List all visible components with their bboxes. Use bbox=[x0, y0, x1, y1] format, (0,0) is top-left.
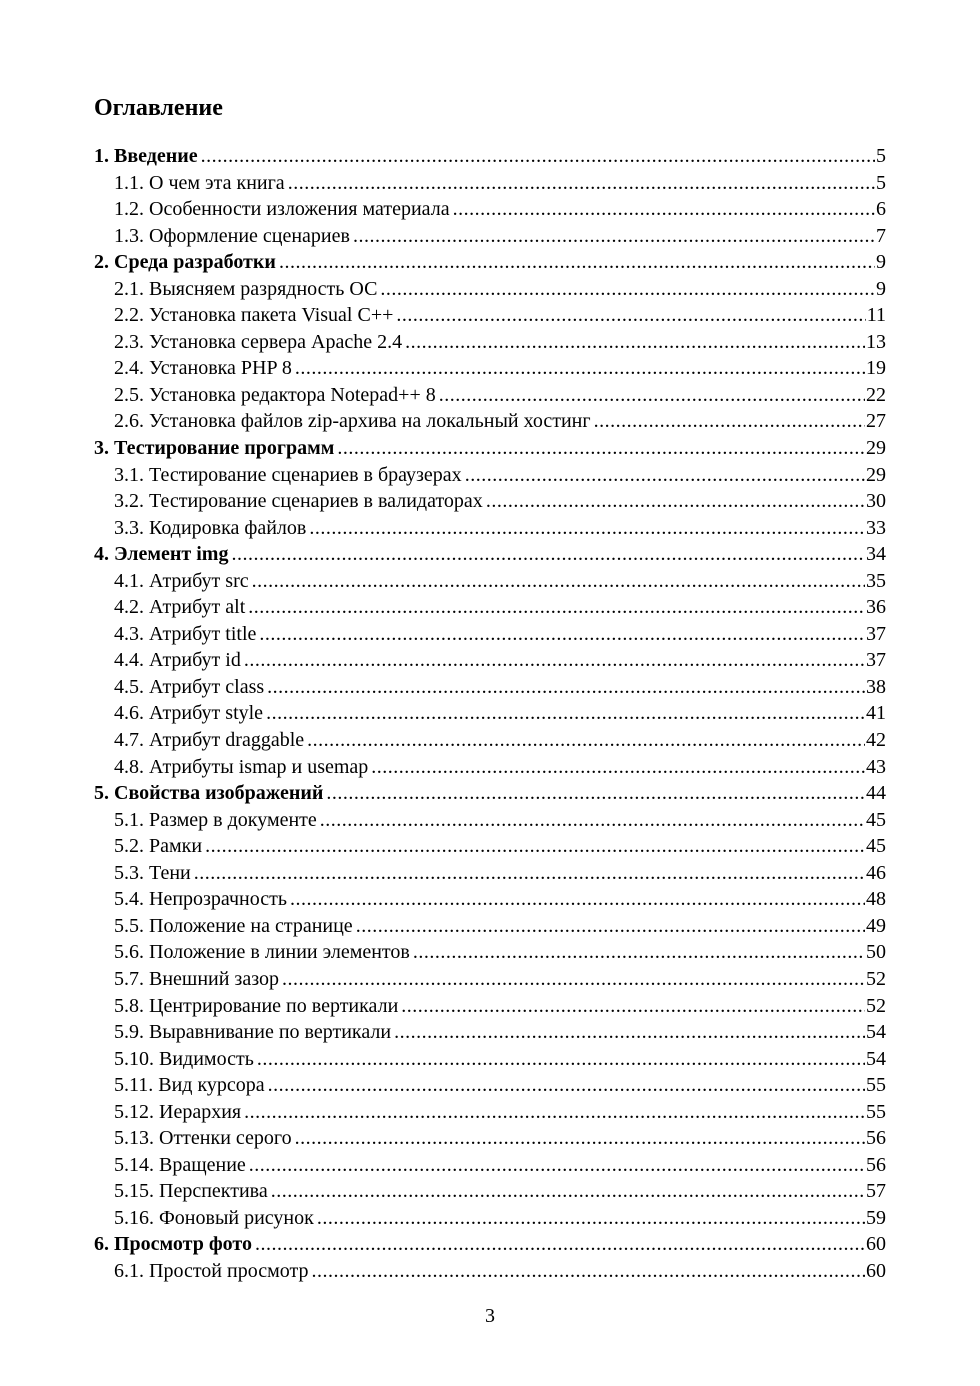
dot-leader bbox=[295, 1125, 865, 1152]
toc-section-entry[interactable] bbox=[94, 993, 886, 1020]
toc-section-entry[interactable] bbox=[94, 1046, 886, 1073]
toc-section-entry[interactable] bbox=[94, 939, 886, 966]
toc-entry-title: 4.2. Атрибут alt bbox=[114, 596, 246, 619]
toc-entry-title: 3. Тестирование программ bbox=[94, 437, 335, 460]
toc-section-entry[interactable] bbox=[94, 1072, 886, 1099]
toc-entry-title: 4.6. Атрибут style bbox=[114, 702, 264, 725]
dot-leader bbox=[311, 1258, 865, 1285]
toc-entry-page: 38 bbox=[866, 675, 886, 698]
toc-entry-title: 5.5. Положение на странице bbox=[114, 914, 353, 937]
toc-entry-page: 35 bbox=[866, 569, 886, 592]
toc-entry-title: 6.1. Простой просмотр bbox=[114, 1259, 309, 1282]
toc-entry-page: 29 bbox=[866, 437, 886, 460]
toc-entry-page: 46 bbox=[866, 861, 886, 884]
toc-entry-page: 56 bbox=[866, 1153, 886, 1176]
toc-entry-title: 2.1. Выясняем разрядность ОС bbox=[114, 277, 378, 300]
toc-section-entry[interactable] bbox=[94, 860, 886, 887]
toc-entry-page: 54 bbox=[866, 1047, 886, 1070]
dot-leader bbox=[249, 1152, 865, 1179]
toc-entry-title: 5.16. Фоновый рисунок bbox=[114, 1206, 314, 1229]
toc-chapter-entry[interactable] bbox=[94, 435, 886, 462]
dot-leader bbox=[205, 833, 865, 860]
toc-entry-page: 56 bbox=[866, 1127, 886, 1150]
toc-entry-title: 5.13. Оттенки серого bbox=[114, 1127, 292, 1150]
toc-entry-title: 3.2. Тестирование сценариев в валидаторах bbox=[114, 490, 483, 513]
toc-entry-page: 7 bbox=[876, 224, 886, 247]
toc-chapter-entry[interactable] bbox=[94, 541, 886, 568]
toc-section-entry[interactable] bbox=[94, 594, 886, 621]
toc-section-entry[interactable] bbox=[94, 913, 886, 940]
toc-entry-title: 3.1. Тестирование сценариев в браузерах bbox=[114, 463, 462, 486]
toc-entry-title: 2.6. Установка файлов zip-архива на локальный хостинг bbox=[114, 410, 591, 433]
dot-leader bbox=[486, 488, 865, 515]
toc-entry-page: 55 bbox=[866, 1074, 886, 1097]
toc-entry-page: 33 bbox=[866, 516, 886, 539]
toc-section-entry[interactable] bbox=[94, 1019, 886, 1046]
dot-leader bbox=[244, 1099, 865, 1126]
toc-entry-page: 30 bbox=[866, 490, 886, 513]
dot-leader bbox=[244, 647, 865, 674]
toc-entry-title: 1.2. Особенности изложения материала bbox=[114, 198, 450, 221]
toc-section-entry[interactable] bbox=[94, 700, 886, 727]
dot-leader bbox=[356, 913, 865, 940]
toc-entry-title: 4.1. Атрибут src bbox=[114, 569, 249, 592]
dot-leader bbox=[266, 700, 865, 727]
toc-entry-title: 6. Просмотр фото bbox=[94, 1233, 252, 1256]
dot-leader bbox=[268, 1072, 865, 1099]
toc-chapter-entry[interactable] bbox=[94, 143, 886, 170]
dot-leader bbox=[394, 1019, 865, 1046]
toc-entry-title: 3.3. Кодировка файлов bbox=[114, 516, 307, 539]
toc-section-entry[interactable] bbox=[94, 727, 886, 754]
toc-entry-title: 5.1. Размер в документе bbox=[114, 808, 317, 831]
dot-leader bbox=[405, 329, 865, 356]
toc-entry-title: 5.15. Перспектива bbox=[114, 1180, 268, 1203]
dot-leader bbox=[295, 355, 865, 382]
toc-entry-page: 11 bbox=[866, 304, 886, 327]
toc-entry-page: 45 bbox=[866, 808, 886, 831]
toc-section-entry[interactable] bbox=[94, 170, 886, 197]
toc-entry-title: 4.4. Атрибут id bbox=[114, 649, 241, 672]
toc-entry-page: 37 bbox=[866, 649, 886, 672]
toc-entry-page: 59 bbox=[866, 1206, 886, 1229]
toc-entry-title: 2. Среда разработки bbox=[94, 251, 276, 274]
toc-section-entry[interactable] bbox=[94, 488, 886, 515]
dot-leader bbox=[453, 196, 875, 223]
toc-entry-page: 60 bbox=[866, 1259, 886, 1282]
toc-section-entry[interactable] bbox=[94, 408, 886, 435]
toc-entry-title: 4.5. Атрибут class bbox=[114, 675, 265, 698]
toc-entry-page: 5 bbox=[876, 145, 886, 167]
dot-leader bbox=[371, 754, 865, 781]
dot-leader bbox=[439, 382, 865, 409]
toc-section-entry[interactable] bbox=[94, 966, 886, 993]
toc-section-entry[interactable] bbox=[94, 196, 886, 223]
dot-leader bbox=[413, 939, 865, 966]
toc-chapter-entry[interactable] bbox=[94, 780, 886, 807]
toc-entry-page: 13 bbox=[866, 330, 886, 353]
toc-entry-title: 2.2. Установка пакета Visual C++ bbox=[114, 304, 394, 327]
toc-entry-page: 27 bbox=[866, 410, 886, 433]
toc-entry-page: 57 bbox=[866, 1180, 886, 1203]
dot-leader bbox=[279, 249, 875, 276]
toc-entry-title: 4.3. Атрибут title bbox=[114, 622, 257, 645]
toc-section-entry[interactable] bbox=[94, 674, 886, 701]
dot-leader bbox=[307, 727, 865, 754]
toc-entry-title: 2.4. Установка PHP 8 bbox=[114, 357, 292, 380]
toc-section-entry[interactable] bbox=[94, 1205, 886, 1232]
toc-entry-title: 5.8. Центрирование по вертикали bbox=[114, 994, 399, 1017]
dot-leader bbox=[401, 993, 865, 1020]
dot-leader bbox=[257, 1046, 865, 1073]
toc-section-entry[interactable] bbox=[94, 329, 886, 356]
dot-leader bbox=[271, 1178, 865, 1205]
toc-section-entry[interactable] bbox=[94, 1099, 886, 1126]
dot-leader bbox=[282, 966, 865, 993]
toc-entry-page: 9 bbox=[876, 251, 886, 274]
dot-leader bbox=[320, 807, 865, 834]
toc-entry-page: 44 bbox=[866, 782, 886, 805]
toc-chapter-entry[interactable] bbox=[94, 1231, 886, 1258]
dot-leader bbox=[309, 515, 865, 542]
toc-section-entry[interactable] bbox=[94, 647, 886, 674]
toc-entry-title: 5.9. Выравнивание по вертикали bbox=[114, 1021, 392, 1044]
dot-leader bbox=[337, 435, 865, 462]
dot-leader bbox=[380, 276, 875, 303]
dot-leader bbox=[231, 541, 865, 568]
dot-leader bbox=[248, 594, 865, 621]
toc-entry-page: 54 bbox=[866, 1021, 886, 1044]
dot-leader bbox=[267, 674, 865, 701]
toc-entry-page: 6 bbox=[876, 198, 886, 221]
dot-leader bbox=[290, 886, 865, 913]
dot-leader bbox=[317, 1205, 865, 1232]
dot-leader bbox=[259, 621, 865, 648]
toc-chapter-entry[interactable] bbox=[94, 249, 886, 276]
toc-entry-page: 52 bbox=[866, 994, 886, 1017]
toc-entry-title: 5.11. Вид курсора bbox=[114, 1074, 265, 1097]
toc-entry-title: 1. Введение bbox=[94, 145, 198, 167]
toc-entry-title: 1.1. О чем эта книга bbox=[114, 171, 285, 194]
toc-section-entry[interactable] bbox=[94, 302, 886, 329]
toc-section-entry[interactable] bbox=[94, 382, 886, 409]
toc-section-entry[interactable] bbox=[94, 1258, 886, 1285]
toc-entry-page: 45 bbox=[866, 835, 886, 858]
toc-section-entry[interactable] bbox=[94, 754, 886, 781]
toc-section-entry[interactable] bbox=[94, 1152, 886, 1179]
toc-entry-page: 52 bbox=[866, 967, 886, 990]
toc-entry-page: 9 bbox=[876, 277, 886, 300]
toc-entry-page: 37 bbox=[866, 622, 886, 645]
toc-entry-title: 2.3. Установка сервера Apache 2.4 bbox=[114, 330, 403, 353]
toc-section-entry[interactable] bbox=[94, 833, 886, 860]
toc-section-entry[interactable] bbox=[94, 1125, 886, 1152]
toc-entry-page: 48 bbox=[866, 888, 886, 911]
dot-leader bbox=[326, 780, 865, 807]
dot-leader bbox=[252, 568, 865, 595]
toc-entry-page: 22 bbox=[866, 383, 886, 406]
toc-section-entry[interactable] bbox=[94, 223, 886, 250]
dot-leader bbox=[465, 462, 865, 489]
toc-section-entry[interactable] bbox=[94, 621, 886, 648]
toc-entry-title: 5.4. Непрозрачность bbox=[114, 888, 287, 911]
toc-entry-page: 34 bbox=[866, 543, 886, 566]
toc-entry-title: 5.3. Тени bbox=[114, 861, 191, 884]
toc-entry-title: 4. Элемент img bbox=[94, 543, 229, 566]
toc-entry-title: 5.14. Вращение bbox=[114, 1153, 246, 1176]
toc-entry-page: 43 bbox=[866, 755, 886, 778]
toc-entry-page: 5 bbox=[876, 171, 886, 194]
toc-entry-title: 5.2. Рамки bbox=[114, 835, 203, 858]
toc-section-entry[interactable] bbox=[94, 1178, 886, 1205]
page-title: Оглавление bbox=[94, 95, 223, 121]
dot-leader bbox=[396, 302, 865, 329]
toc-entry-page: 60 bbox=[866, 1233, 886, 1256]
toc-entry-title: 5.10. Видимость bbox=[114, 1047, 254, 1070]
toc-entry-title: 2.5. Установка редактора Notepad++ 8 bbox=[114, 383, 436, 406]
dot-leader bbox=[288, 170, 875, 197]
toc-section-entry[interactable] bbox=[94, 355, 886, 382]
table-of-contents bbox=[94, 143, 886, 1285]
toc-section-entry[interactable] bbox=[94, 886, 886, 913]
toc-entry-title: 5.12. Иерархия bbox=[114, 1100, 242, 1123]
dot-leader bbox=[353, 223, 875, 250]
toc-entry-title: 4.8. Атрибуты ismap и usemap bbox=[114, 755, 369, 778]
dot-leader bbox=[194, 860, 865, 887]
toc-entry-title: 4.7. Атрибут draggable bbox=[114, 729, 305, 752]
toc-section-entry[interactable] bbox=[94, 276, 886, 303]
toc-entry-title: 5.7. Внешний зазор bbox=[114, 967, 279, 990]
toc-entry-title: 5.6. Положение в линии элементов bbox=[114, 941, 410, 964]
dot-leader bbox=[201, 143, 875, 170]
toc-entry-page: 42 bbox=[866, 729, 886, 752]
dot-leader bbox=[255, 1231, 865, 1258]
toc-entry-page: 50 bbox=[866, 941, 886, 964]
toc-entry-page: 41 bbox=[866, 702, 886, 725]
toc-entry-title: 5. Свойства изображений bbox=[94, 782, 324, 805]
toc-entry-page: 49 bbox=[866, 914, 886, 937]
toc-entry-page: 36 bbox=[866, 596, 886, 619]
page-number: 3 bbox=[485, 1305, 495, 1327]
toc-section-entry[interactable] bbox=[94, 568, 886, 595]
toc-section-entry[interactable] bbox=[94, 515, 886, 542]
toc-section-entry[interactable] bbox=[94, 807, 886, 834]
toc-section-entry[interactable] bbox=[94, 462, 886, 489]
toc-entry-title: 1.3. Оформление сценариев bbox=[114, 224, 350, 247]
dot-leader bbox=[594, 408, 865, 435]
toc-entry-page: 19 bbox=[866, 357, 886, 380]
toc-entry-page: 55 bbox=[866, 1100, 886, 1123]
toc-entry-page: 29 bbox=[866, 463, 886, 486]
